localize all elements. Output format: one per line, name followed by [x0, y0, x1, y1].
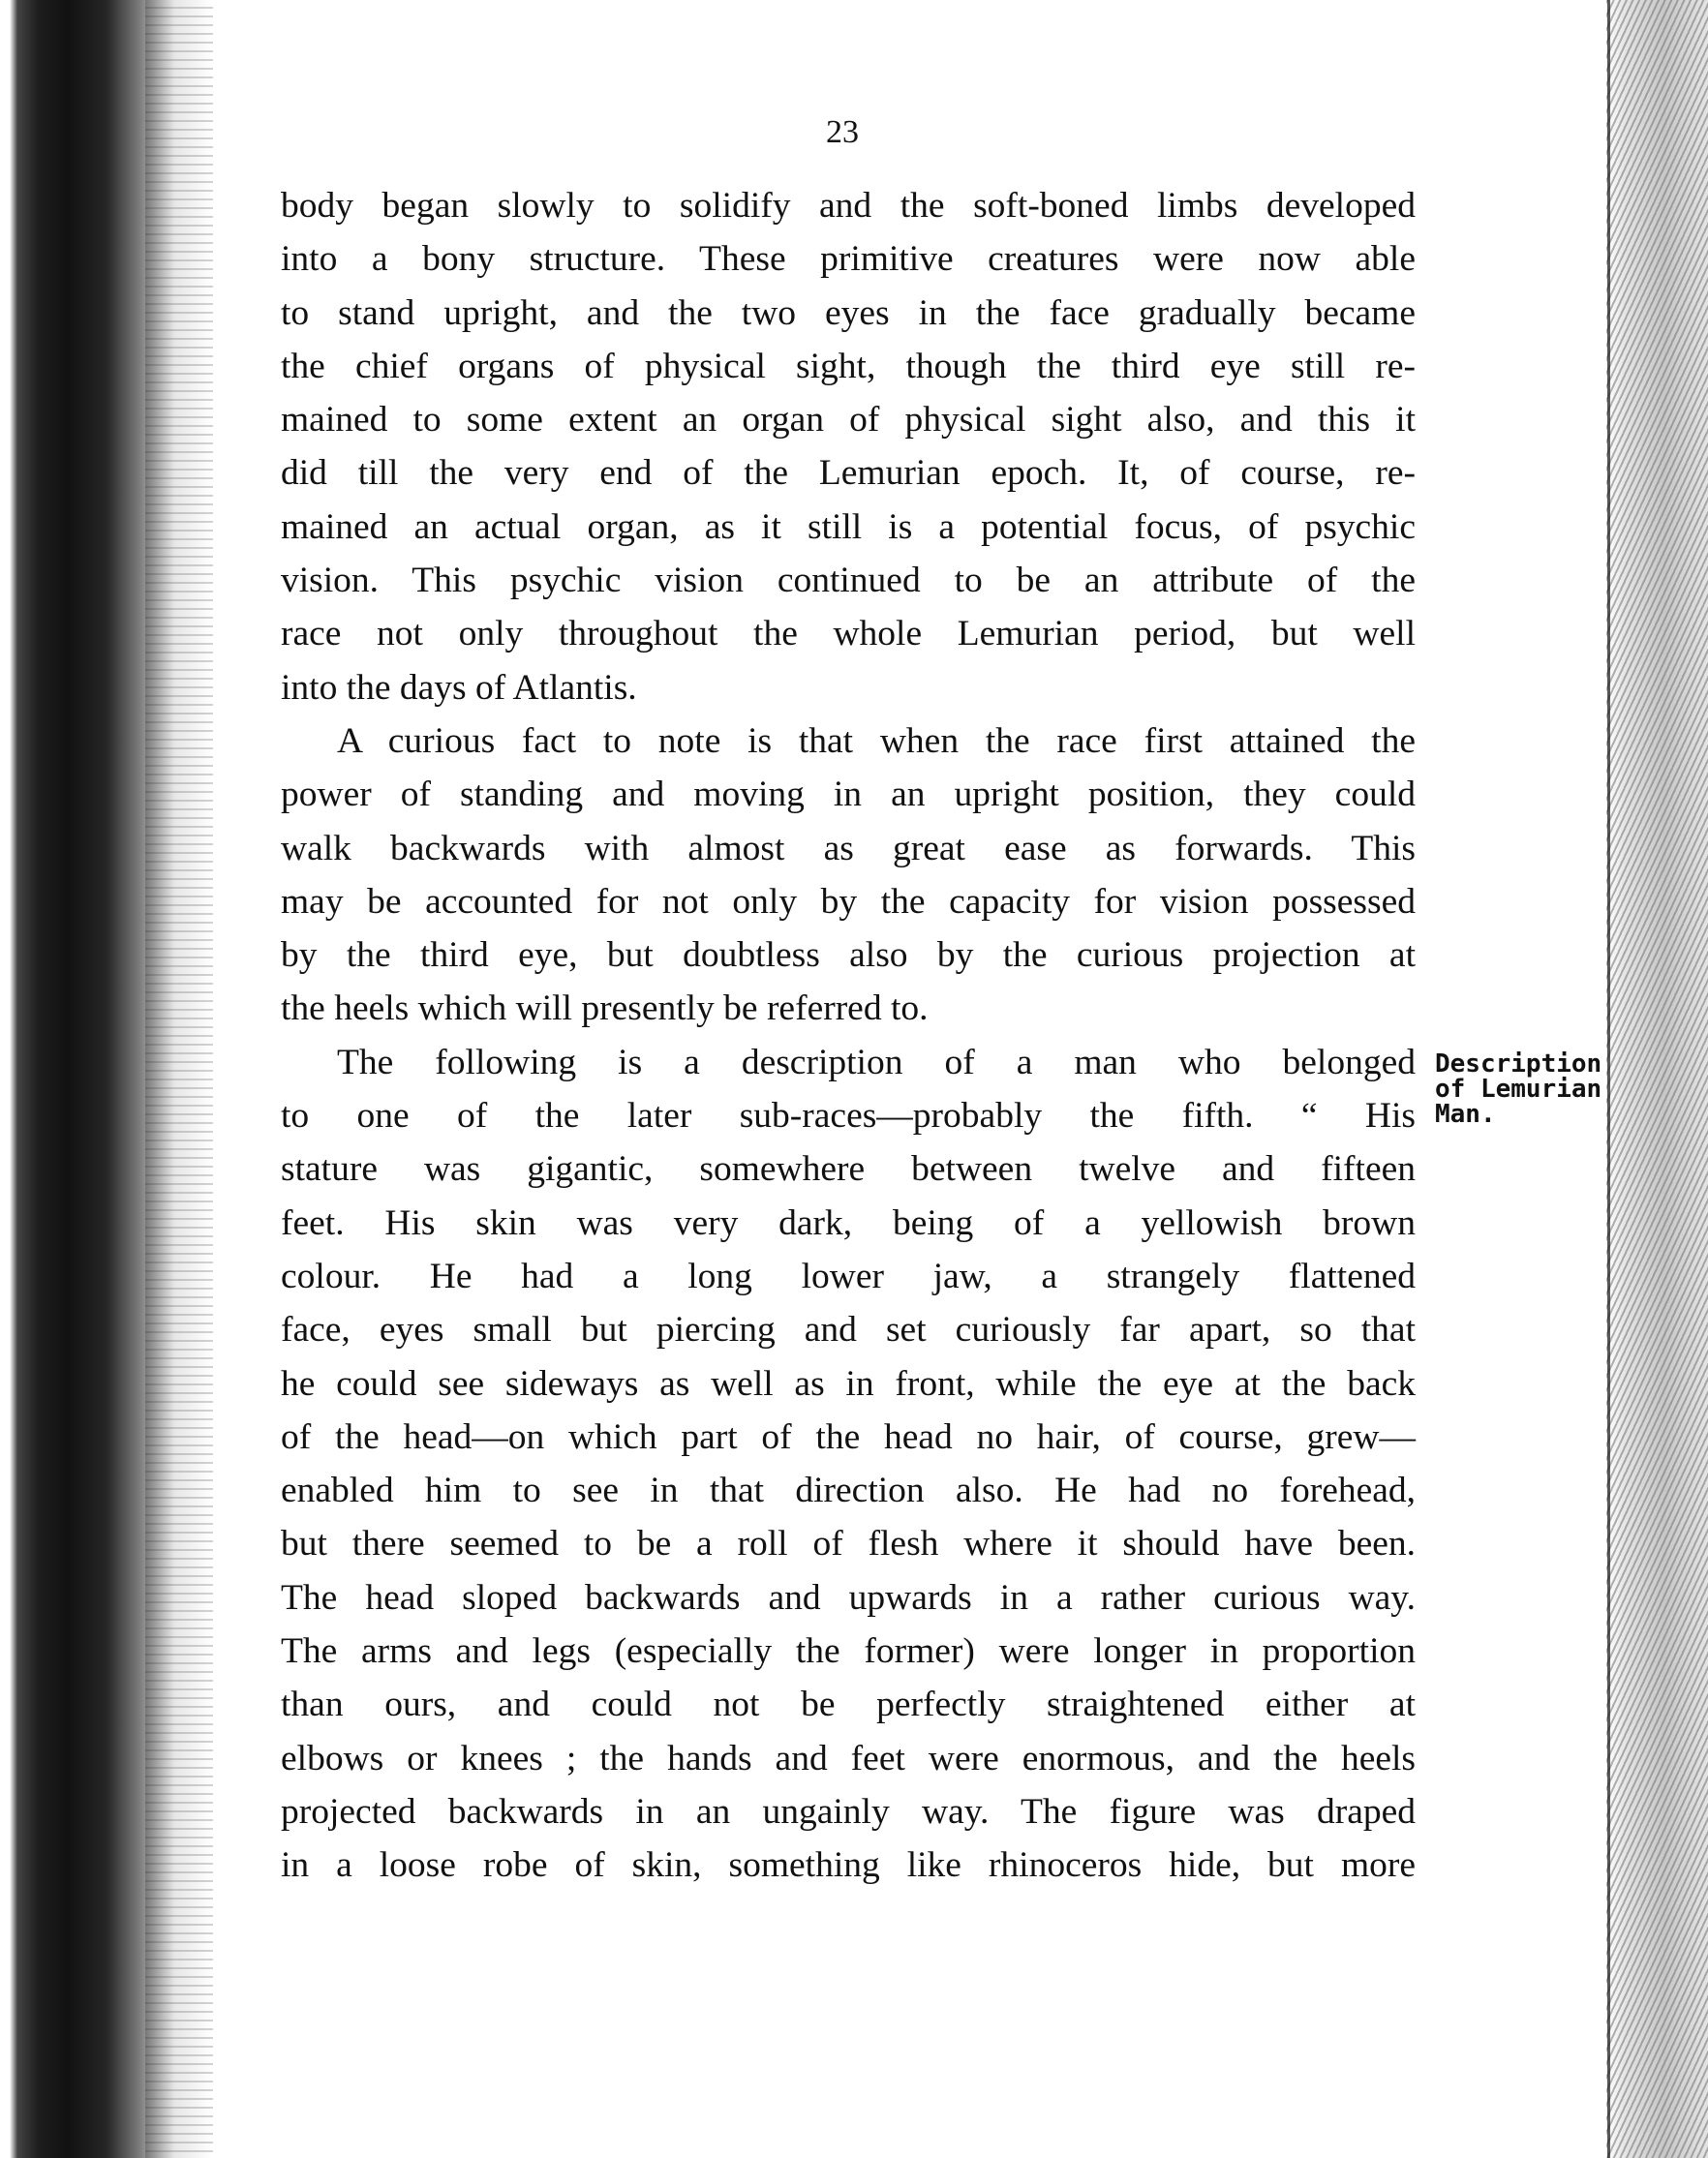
- marginal-note-line: Man.: [1435, 1100, 1496, 1129]
- text-line: he could see sideways as well as in front, while the eye at the back: [281, 1363, 1416, 1404]
- text-line: the chief organs of physical sight, though the third eye still re-: [281, 346, 1416, 386]
- text-line: than ours, and could not be perfectly straightened either at: [281, 1685, 1416, 1725]
- page-number: 23: [826, 114, 859, 150]
- text-line: to stand upright, and the two eyes in the face gradually became: [281, 292, 1416, 333]
- text-line: did till the very end of the Lemurian epoch. It, of course, re-: [281, 453, 1416, 494]
- page-edge-right: [1606, 0, 1708, 2158]
- text-line: of the head—on which part of the head no hair, of course, grew—: [281, 1416, 1416, 1457]
- text-line: body began slowly to solidify and the soft-boned limbs developed: [281, 186, 1416, 226]
- binding-speckle: [145, 0, 213, 2158]
- text-line: The following is a description of a man who belonged: [337, 1042, 1416, 1082]
- text-line: colour. He had a long lower jaw, a strangely flattened: [281, 1256, 1416, 1296]
- text-line: enabled him to see in that direction also. He had no forehead,: [281, 1471, 1416, 1511]
- text-line: by the third eye, but doubtless also by the curious projection at: [281, 935, 1416, 976]
- text-line: A curious fact to note is that when the race first attained the: [337, 720, 1416, 761]
- body-text: [281, 179, 1416, 1893]
- text-line: power of standing and moving in an upright position, they could: [281, 775, 1416, 815]
- text-line: projected backwards in an ungainly way. The figure was draped: [281, 1791, 1416, 1832]
- text-line: vision. This psychic vision continued to be an attribute of the: [281, 561, 1416, 601]
- text-line: feet. His skin was very dark, being of a yellowish brown: [281, 1202, 1416, 1243]
- text-line: stature was gigantic, somewhere between twelve and fifteen: [281, 1149, 1416, 1190]
- marginal-note-line: of Lemurian: [1435, 1075, 1602, 1104]
- text-line: walk backwards with almost as great ease as forwards. This: [281, 828, 1416, 868]
- text-line: mained to some extent an organ of physical sight also, and this it: [281, 400, 1416, 441]
- marginal-note-line: Description: [1435, 1049, 1602, 1079]
- text-line: in a loose robe of skin, something like rhinoceros hide, but more: [281, 1845, 1416, 1886]
- text-line: to one of the later sub-races—probably the fifth. “ His: [281, 1096, 1416, 1137]
- text-line: race not only throughout the whole Lemurian period, but well: [281, 614, 1416, 654]
- text-line: but there seemed to be a roll of flesh where it should have been.: [281, 1524, 1416, 1565]
- text-line: mained an actual organ, as it still is a potential focus, of psychic: [281, 506, 1416, 547]
- text-line: may be accounted for not only by the capacity for vision possessed: [281, 881, 1416, 922]
- text-line: face, eyes small but piercing and set curiously far apart, so that: [281, 1310, 1416, 1351]
- text-line: The arms and legs (especially the former) were longer in proportion: [281, 1631, 1416, 1672]
- text-line: the heels which will presently be referred to.: [281, 988, 929, 1029]
- text-line: elbows or knees ; the hands and feet were enormous, and the heels: [281, 1738, 1416, 1778]
- text-line: The head sloped backwards and upwards in a rather curious way.: [281, 1577, 1416, 1618]
- text-line: into the days of Atlantis.: [281, 667, 637, 708]
- marginal-note: [1435, 1051, 1619, 1127]
- text-line: into a bony structure. These primitive creatures were now able: [281, 239, 1416, 280]
